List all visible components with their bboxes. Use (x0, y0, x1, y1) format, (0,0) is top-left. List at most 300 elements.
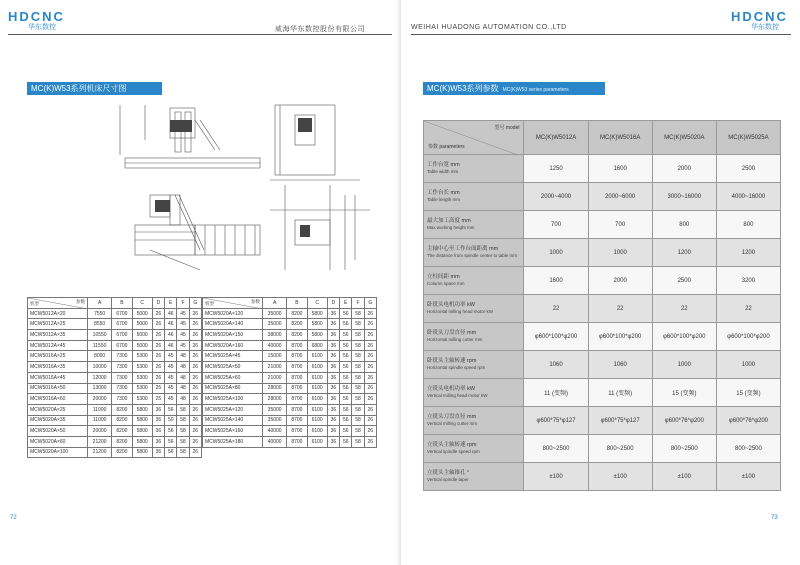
model-cell: MCW5020A×100 (28, 447, 88, 458)
dimension-cell: 35000 (263, 308, 287, 319)
spec-value: 1000 (524, 239, 588, 267)
dimension-cell: 7550 (88, 308, 112, 319)
spec-parameter (424, 351, 524, 379)
spec-value: 2000~6000 (588, 183, 652, 211)
parameter-en: Table length mm (427, 196, 461, 202)
dimension-cell: 26 (364, 436, 376, 447)
table-row (203, 415, 377, 426)
spec-value: 1000 (588, 239, 652, 267)
model-cell: MCW5012A×35 (28, 330, 88, 341)
brand-logo: HDCNC (8, 9, 65, 24)
spec-value: φ600*75*φ127 (588, 407, 652, 435)
parameter-cn: 立柱间距 mm (427, 274, 460, 280)
dimension-cell: 26 (189, 308, 201, 319)
dimension-cell: 45 (165, 394, 177, 405)
dimension-cell: 45 (165, 362, 177, 373)
dimension-cell: 35000 (263, 319, 287, 330)
dimension-cell: 5000 (132, 308, 152, 319)
spec-parameter (424, 379, 524, 407)
dimension-cell: 46 (165, 308, 177, 319)
model-cell: MCW5016A×25 (28, 351, 88, 362)
model-cell: MCW5025A×100 (203, 394, 263, 405)
dimension-cell: 58 (352, 330, 364, 341)
model-cell: MCW5025A×160 (203, 426, 263, 437)
spec-parameter (424, 407, 524, 435)
column-header: A (88, 298, 112, 309)
dimension-cell: 8700 (287, 415, 307, 426)
page-number: 72 (10, 515, 17, 521)
table-row (203, 308, 377, 319)
spec-value: 15 (变频) (652, 379, 716, 407)
dimension-cell: 58 (177, 415, 189, 426)
dimension-cell: 36 (327, 383, 339, 394)
dimension-cell: 5300 (132, 372, 152, 383)
header-company-name: 威海华东数控股份有限公司 (275, 26, 365, 33)
model-cell: MCW5012A×25 (28, 319, 88, 330)
column-header: B (112, 298, 132, 309)
dimension-cell: 26 (152, 308, 164, 319)
dimension-cell: 36 (327, 436, 339, 447)
parameter-cn: 主轴中心至工作台面距离 mm (427, 246, 499, 252)
parameter-cn: 卧铣头刀盘直径 mm (427, 330, 477, 336)
dimension-cell: 26 (364, 340, 376, 351)
dimension-cell: 26 (152, 340, 164, 351)
dimension-cell: 10000 (88, 362, 112, 373)
machine-front-view-drawing (115, 100, 265, 275)
parameter-cn: 立铣头主轴锥孔 ° (427, 470, 470, 476)
spec-value: 1250 (524, 155, 588, 183)
spec-corner: 型号 model 参数 parameters (424, 121, 524, 155)
spec-value: φ600*75*φ127 (524, 407, 588, 435)
table-row (28, 351, 202, 362)
model-cell: MCW5012A×20 (28, 308, 88, 319)
dimension-cell: 36 (327, 372, 339, 383)
dimension-cell: 26 (152, 362, 164, 373)
dimension-cell: 5800 (132, 447, 152, 458)
dimension-cell: 58 (352, 362, 364, 373)
dimension-cell: 6100 (307, 404, 327, 415)
spec-value: 11 (变频) (524, 379, 588, 407)
dimension-cell: 5000 (132, 319, 152, 330)
parameter-en: Column space mm (427, 280, 465, 286)
parameter-en: Table width mm (427, 168, 459, 174)
model-cell: MCW5020A×150 (203, 330, 263, 341)
dimension-cell: 8000 (88, 351, 112, 362)
spec-value: φ600*100*φ200 (588, 323, 652, 351)
spec-value: ±100 (588, 463, 652, 491)
table-row (28, 426, 202, 437)
dimension-cell: 36 (152, 447, 164, 458)
column-header: C (307, 298, 327, 309)
dimension-cell: 6700 (112, 340, 132, 351)
dimension-cell: 26 (364, 383, 376, 394)
dimension-cell: 6700 (112, 330, 132, 341)
dimension-cell: 11000 (88, 404, 112, 415)
spec-row (424, 239, 781, 267)
dimension-cell: 6100 (307, 351, 327, 362)
spec-value: 3200 (716, 267, 780, 295)
dimension-cell: 56 (340, 415, 352, 426)
dimension-cell: 48 (177, 351, 189, 362)
spec-value: 800~2500 (716, 435, 780, 463)
dimension-table-corner: 参数 机型 (203, 298, 263, 309)
parameter-cn: 最大加工高度 mm (427, 218, 471, 224)
spec-parameter (424, 463, 524, 491)
spec-value: 1600 (524, 267, 588, 295)
dimension-cell: 8700 (287, 426, 307, 437)
dimension-cell: 13000 (88, 383, 112, 394)
dimension-cell: 26 (189, 426, 201, 437)
dimension-cell: 28000 (263, 394, 287, 405)
dimension-cell: 36 (327, 351, 339, 362)
dimension-cell: 6100 (307, 394, 327, 405)
model-cell: MCW5016A×50 (28, 383, 88, 394)
dimension-cell: 12000 (88, 372, 112, 383)
model-cell: MCW5020A×120 (203, 308, 263, 319)
dimension-cell: 7300 (112, 383, 132, 394)
dimension-cell: 36 (152, 404, 164, 415)
spec-value: 800~2500 (652, 435, 716, 463)
dimension-cell: 36 (327, 394, 339, 405)
dimension-cell: 26 (189, 372, 201, 383)
spec-header-row (424, 121, 781, 155)
table-row (203, 372, 377, 383)
parameter-cn: 立铣头刀盘直径 mm (427, 414, 477, 420)
dimension-cell: 58 (352, 383, 364, 394)
dimension-cell: 7300 (112, 362, 132, 373)
parameter-en: Horizontal milling head motor kW (427, 308, 494, 314)
spec-parameter (424, 295, 524, 323)
dimension-cell: 26 (364, 415, 376, 426)
dimension-cell: 26 (189, 319, 201, 330)
table-row (28, 362, 202, 373)
dimension-cell: 36 (327, 308, 339, 319)
model-cell: MCW5020A×35 (28, 415, 88, 426)
dimension-cell: 36 (327, 330, 339, 341)
dimension-cell: 26 (364, 404, 376, 415)
dimension-cell: 11000 (88, 415, 112, 426)
model-header: MC(K)W5020A (652, 121, 716, 155)
brand-logo-cn: 华东数控 (28, 24, 56, 31)
dimension-cell: 8700 (287, 404, 307, 415)
dimension-cell: 56 (340, 362, 352, 373)
dimension-cell: 5000 (132, 330, 152, 341)
dimension-cell: 8700 (287, 372, 307, 383)
dimension-cell: 6100 (307, 372, 327, 383)
dimension-cell: 8200 (112, 426, 132, 437)
table-row (203, 426, 377, 437)
dimension-cell: 58 (352, 340, 364, 351)
dimension-cell: 5000 (132, 340, 152, 351)
dimension-cell: 8700 (287, 394, 307, 405)
dimension-cell: 5300 (132, 351, 152, 362)
column-header: G (189, 298, 201, 309)
parameter-cn: 工作台宽 mm (427, 162, 460, 168)
dimension-cell: 20000 (88, 426, 112, 437)
dimension-cell: 45 (177, 340, 189, 351)
section-title-text: MC(K)W53系列参数 (427, 84, 499, 93)
spec-value: φ600*100*φ200 (524, 323, 588, 351)
dimension-cell: 28000 (263, 383, 287, 394)
dimension-cell: 48 (177, 383, 189, 394)
spec-value: 700 (588, 211, 652, 239)
dimension-cell: 58 (352, 415, 364, 426)
dimension-cell: 56 (340, 383, 352, 394)
column-header: E (165, 298, 177, 309)
dimension-cell: 58 (352, 351, 364, 362)
dimension-cell: 58 (352, 308, 364, 319)
parameter-en: The distance from spindle center to table mm (427, 252, 518, 258)
dimension-cell: 5300 (132, 394, 152, 405)
table-row (28, 308, 202, 319)
spec-row (424, 463, 781, 491)
dimension-cell: 26 (364, 330, 376, 341)
dimension-cell: 7300 (112, 394, 132, 405)
spec-value: 2000~4000 (524, 183, 588, 211)
spec-value: 800~2500 (588, 435, 652, 463)
dimension-cell: 26 (189, 436, 201, 447)
parameter-cn: 立铣头主轴转速 rpm (427, 442, 477, 448)
dimension-cell: 26 (364, 394, 376, 405)
model-cell: MCW5025A×120 (203, 404, 263, 415)
dimension-cell: 36 (327, 426, 339, 437)
header-company-name-en: WEIHAI HUADONG AUTOMATION CO.,LTD (411, 24, 567, 31)
header-rule (411, 34, 791, 35)
table-row (203, 404, 377, 415)
dimension-cell: 45 (177, 319, 189, 330)
dimension-cell: 36 (327, 319, 339, 330)
dimension-cell: 36 (327, 404, 339, 415)
dimension-cell: 8700 (287, 351, 307, 362)
dimension-cell: 58 (177, 404, 189, 415)
parameter-en: Max.working height mm (427, 224, 475, 230)
spec-value: 3000~16000 (652, 183, 716, 211)
dimension-cell: 58 (352, 436, 364, 447)
dimension-cell: 8550 (88, 319, 112, 330)
spec-value: 22 (524, 295, 588, 323)
dimension-cell: 36 (152, 415, 164, 426)
dimension-cell: 35000 (263, 404, 287, 415)
dimension-cell: 26 (364, 372, 376, 383)
dimension-cell: 58 (177, 426, 189, 437)
dimension-cell: 45 (165, 372, 177, 383)
spec-value: φ600*76*φ200 (716, 407, 780, 435)
spec-value: 15 (变频) (716, 379, 780, 407)
dimension-cell: 58 (352, 319, 364, 330)
section-title (423, 82, 605, 95)
spec-value: 1600 (588, 155, 652, 183)
dimension-cell: 46 (165, 330, 177, 341)
table-row (203, 362, 377, 373)
dimension-cell: 8200 (112, 404, 132, 415)
spec-parameter (424, 183, 524, 211)
model-cell: MCW5020A×140 (203, 319, 263, 330)
dimension-cell: 8200 (112, 415, 132, 426)
spec-value: 22 (588, 295, 652, 323)
dimension-cell: 15000 (263, 351, 287, 362)
dimension-cell: 8700 (287, 362, 307, 373)
dimension-cell: 8200 (287, 319, 307, 330)
dimension-cell: 26 (189, 330, 201, 341)
dimension-cell: 11550 (88, 340, 112, 351)
dimension-cell: 8200 (112, 447, 132, 458)
dimension-cell: 56 (165, 447, 177, 458)
dimension-table-right (202, 297, 377, 448)
column-header: A (263, 298, 287, 309)
table-row (28, 394, 202, 405)
dimension-cell: 58 (352, 394, 364, 405)
dimension-cell: 38000 (263, 330, 287, 341)
dimension-cell: 26 (189, 351, 201, 362)
dimension-cell: 26 (189, 404, 201, 415)
dimension-cell: 56 (340, 340, 352, 351)
dimension-cell: 8700 (287, 340, 307, 351)
dimension-cell: 5800 (132, 404, 152, 415)
dimension-cell: 26 (189, 447, 201, 458)
spec-parameter (424, 239, 524, 267)
dimension-cell: 8200 (112, 436, 132, 447)
parameter-cn: 卧铣头电机功率 kW (427, 302, 475, 308)
dimension-cell: 26 (152, 330, 164, 341)
right-page (401, 0, 800, 565)
parameter-en: Vertical spindle taper (427, 476, 469, 482)
brand-logo-cn: 华东数控 (751, 24, 779, 31)
spec-value: φ600*100*φ200 (652, 323, 716, 351)
dimension-cell: 26 (364, 319, 376, 330)
dimension-cell: 26 (364, 351, 376, 362)
column-header: D (152, 298, 164, 309)
column-header: B (287, 298, 307, 309)
dimension-cell: 45 (177, 330, 189, 341)
column-header: C (132, 298, 152, 309)
spec-table (423, 120, 781, 491)
parameter-en: Vertical spindle speed rpm (427, 448, 480, 454)
dimension-cell: 58 (352, 372, 364, 383)
dimension-cell: 7300 (112, 351, 132, 362)
dimension-cell: 5800 (307, 319, 327, 330)
spec-parameter (424, 267, 524, 295)
table-row (203, 383, 377, 394)
dimension-cell: 26 (152, 319, 164, 330)
dimension-cell: 58 (352, 426, 364, 437)
column-header: E (340, 298, 352, 309)
dimension-cell: 25 (152, 383, 164, 394)
spec-value: 22 (716, 295, 780, 323)
spec-row (424, 295, 781, 323)
header-rule (8, 34, 392, 35)
dimension-cell: 56 (340, 372, 352, 383)
dimension-cell: 26 (364, 362, 376, 373)
spec-parameter (424, 435, 524, 463)
dimension-cell: 36 (152, 436, 164, 447)
dimension-cell: 56 (340, 319, 352, 330)
spec-value: ±100 (716, 463, 780, 491)
dimension-cell: 26 (364, 426, 376, 437)
dimension-cell: 26 (152, 351, 164, 362)
dimension-cell: 40000 (263, 340, 287, 351)
spec-value: 2000 (588, 267, 652, 295)
dimension-cell: 5800 (132, 426, 152, 437)
dimension-cell: 48 (177, 372, 189, 383)
dimension-cell: 36 (152, 426, 164, 437)
spec-value: 800 (716, 211, 780, 239)
column-header: F (177, 298, 189, 309)
dimension-cell: 45 (165, 383, 177, 394)
dimension-cell: 58 (352, 404, 364, 415)
dimension-cell: 6100 (307, 362, 327, 373)
model-header: MC(K)W5025A (716, 121, 780, 155)
parameter-en: Vertical milling cutter mm (427, 420, 478, 426)
table-row (28, 340, 202, 351)
dimension-table-corner: 参数 机型 (28, 298, 88, 309)
page-number: 73 (771, 515, 778, 521)
dimension-cell: 5800 (307, 308, 327, 319)
dimension-cell: 7300 (112, 372, 132, 383)
model-cell: MCW5020A×25 (28, 404, 88, 415)
model-cell: MCW5020A×60 (28, 436, 88, 447)
table-row (28, 372, 202, 383)
dimension-cell: 56 (340, 426, 352, 437)
dimension-cell: 5800 (132, 415, 152, 426)
model-header: MC(K)W5012A (524, 121, 588, 155)
spec-row (424, 183, 781, 211)
dimension-cell: 21000 (263, 362, 287, 373)
model-cell: MCW5025A×180 (203, 436, 263, 447)
dimension-cell: 40000 (263, 436, 287, 447)
dimension-cell: 8700 (287, 436, 307, 447)
dimension-cell: 56 (340, 436, 352, 447)
spec-value: 2000 (652, 155, 716, 183)
dimension-cell: 36 (327, 415, 339, 426)
dimension-table-left (27, 297, 202, 458)
dimension-cell: 10550 (88, 330, 112, 341)
column-header: G (364, 298, 376, 309)
dimension-cell: 6100 (307, 415, 327, 426)
spec-value: 11 (变频) (588, 379, 652, 407)
spec-value: 4000~16000 (716, 183, 780, 211)
dimension-cell: 8700 (287, 383, 307, 394)
dimension-cell: 56 (165, 426, 177, 437)
dimension-cell: 21200 (88, 447, 112, 458)
parameter-en: Horizontal spindle speed rpm (427, 364, 486, 370)
model-cell: MCW5020A×50 (28, 426, 88, 437)
dimension-cell: 8200 (287, 330, 307, 341)
dimension-cell: 26 (152, 372, 164, 383)
dimension-cell: 26 (189, 394, 201, 405)
parameter-cn: 立铣头电机功率 kW (427, 386, 475, 392)
table-row (203, 319, 377, 330)
dimension-cell: 46 (165, 340, 177, 351)
dimension-cell: 35000 (263, 415, 287, 426)
table-row (203, 394, 377, 405)
model-cell: MCW5016A×35 (28, 362, 88, 373)
dimension-cell: 56 (340, 404, 352, 415)
spec-value: 2500 (716, 155, 780, 183)
table-row (203, 330, 377, 341)
dimension-cell: 36 (327, 362, 339, 373)
section-title (27, 82, 162, 95)
dimension-cell: 56 (340, 394, 352, 405)
model-cell: MCW5012A×45 (28, 340, 88, 351)
spec-value: ±100 (652, 463, 716, 491)
dimension-cell: 26 (189, 383, 201, 394)
dimension-cell: 5800 (307, 330, 327, 341)
dimension-cell: 6700 (112, 319, 132, 330)
dimension-cell: 6100 (307, 426, 327, 437)
parameter-cn: 卧铣头主轴转速 rpm (427, 358, 477, 364)
parameter-cn: 工作台长 mm (427, 190, 460, 196)
dimension-cell: 26 (189, 340, 201, 351)
